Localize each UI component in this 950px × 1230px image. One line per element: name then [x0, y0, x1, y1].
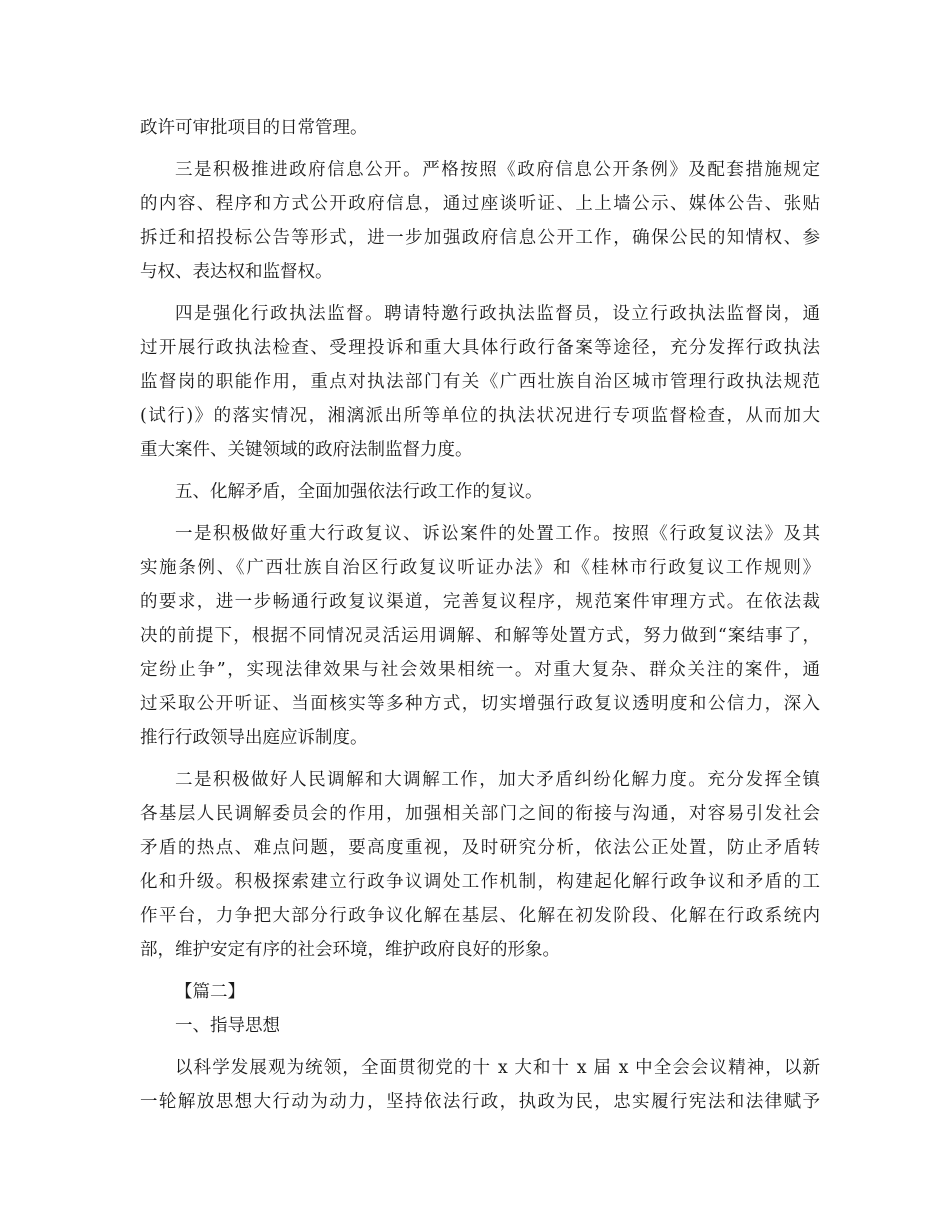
text-line: 作平台，力争把大部分行政争议化解在基层、化解在初发阶段、化解在行政系统内	[140, 906, 820, 926]
text-line: 监督岗的职能作用，重点对执法部门有关《广西壮族自治区城市管理行政执法规范	[140, 372, 820, 392]
text-line: 推行行政领导出庭应诉制度。	[140, 728, 368, 748]
text-line: 的内容、程序和方式公开政府信息，通过座谈听证、上上墙公示、媒体公告、张贴	[140, 194, 820, 214]
text-line: 矛盾的热点、难点问题，要高度重视，及时研究分析，依法公正处置，防止矛盾转	[140, 838, 820, 858]
text-line: 重大案件、关键领域的政府法制监督力度。	[140, 440, 473, 460]
text-line: 部，维护安定有序的社会环境，维护政府良好的形象。	[140, 940, 560, 960]
part-heading: 【篇二】	[175, 982, 245, 1002]
text-line: 的要求，进一步畅通行政复议渠道，完善复议程序，规范案件审理方式。在依法裁	[140, 592, 820, 612]
text-line: 实施条例、《广西壮族自治区行政复议听证办法》和《桂林市行政复议工作规则》	[140, 558, 820, 578]
text-line: 拆迁和招投标公告等形式，进一步加强政府信息公开工作，确保公民的知情权、参	[140, 228, 820, 248]
text-line: 决的前提下，根据不同情况灵活运用调解、和解等处置方式，努力做到“案结事了，	[140, 626, 820, 646]
text-line: 化和升级。积极探索建立行政争议调处工作机制，构建起化解行政争议和矛盾的工	[140, 872, 820, 892]
text-line: 定纷止争”，实现法律效果与社会效果相统一。对重大复杂、群众关注的案件，通	[140, 660, 820, 680]
text-line: (试行)》的落实情况，湘漓派出所等单位的执法状况进行专项监督检查，从而加大	[140, 406, 820, 426]
text-line: 各基层人民调解委员会的作用，加强相关部门之间的衔接与沟通，对容易引发社会	[140, 804, 820, 824]
text-line: 四是强化行政执法监督。聘请特邀行政执法监督员，设立行政执法监督岗，通	[175, 304, 820, 324]
section-heading: 一、指导思想	[175, 1016, 280, 1036]
section-heading: 五、化解矛盾，全面加强依法行政工作的复议。	[175, 482, 543, 502]
text-line: 过采取公开听证、当面核实等多种方式，切实增强行政复议透明度和公信力，深入	[140, 694, 820, 714]
text-line: 一是积极做好重大行政复议、诉讼案件的处置工作。按照《行政复议法》及其	[175, 524, 820, 544]
text-line: 三是积极推进政府信息公开。严格按照《政府信息公开条例》及配套措施规定	[175, 160, 820, 180]
text-line: 以科学发展观为统领，全面贯彻党的十 x 大和十 x 届 x 中全会会议精神，以新	[175, 1058, 820, 1078]
text-line: 过开展行政执法检查、受理投诉和重大具体行政行备案等途径，充分发挥行政执法	[140, 338, 820, 358]
text-line: 一轮解放思想大行动为动力，坚持依法行政，执政为民，忠实履行宪法和法律赋予	[140, 1092, 820, 1112]
text-line: 与权、表达权和监督权。	[140, 262, 333, 282]
text-line: 政许可审批项目的日常管理。	[140, 118, 368, 138]
text-line: 二是积极做好人民调解和大调解工作，加大矛盾纠纷化解力度。充分发挥全镇	[175, 770, 820, 790]
